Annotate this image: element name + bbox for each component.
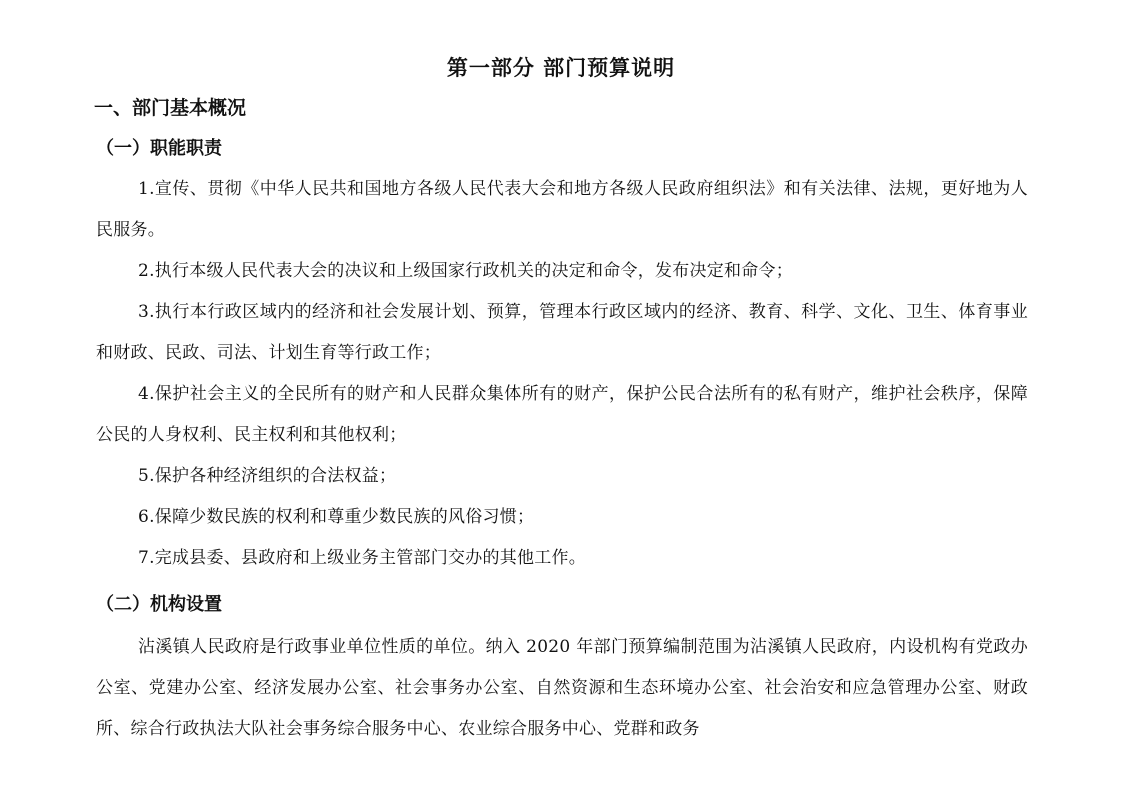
function-item-5: 5.保护各种经济组织的合法权益；: [138, 466, 397, 486]
subsection-heading-functions: （一）职能职责: [96, 138, 222, 159]
function-item-6: 6.保障少数民族的权利和尊重少数民族的风俗习惯；: [138, 507, 535, 527]
function-item-1: 1.宣传、贯彻《中华人民共和国地方各级人民代表大会和地方各级人民政府组织法》和有关法律、法规，更好地为人民服务。: [96, 179, 1028, 240]
function-item-3: 3.执行本行政区域内的经济和社会发展计划、预算，管理本行政区域内的经济、教育、科学、文化、卫生、体育事业和财政、民政、司法、计划生育等行政工作；: [96, 302, 1028, 363]
function-item-7: 7.完成县委、县政府和上级业务主管部门交办的其他工作。: [138, 548, 586, 568]
function-item-2: 2.执行本级人民代表大会的决议和上级国家行政机关的决定和命令，发布决定和命令；: [138, 261, 793, 281]
section-heading-basic-overview: 一、部门基本概况: [94, 97, 247, 119]
function-item-4: 4.保护社会主义的全民所有的财产和人民群众集体所有的财产，保护公民合法所有的私有财产，维护社会秩序，保障公民的人身权利、民主权利和其他权利；: [96, 384, 1028, 445]
subsection-heading-organization: （二）机构设置: [96, 594, 222, 615]
page-title: 第一部分 部门预算说明: [446, 56, 676, 80]
organization-paragraph: 沾溪镇人民政府是行政事业单位性质的单位。纳入 2020 年部门预算编制范围为沾溪镇人民政府，内设机构有党政办公室、党建办公室、经济发展办公室、社会事务办公室、自然资源和生态环境办公室、社会治安和应急管理办公室、财政所、综合行政执法大队社会事务综合服务中心、农业综合服务中心、党群和政务: [96, 637, 1028, 739]
